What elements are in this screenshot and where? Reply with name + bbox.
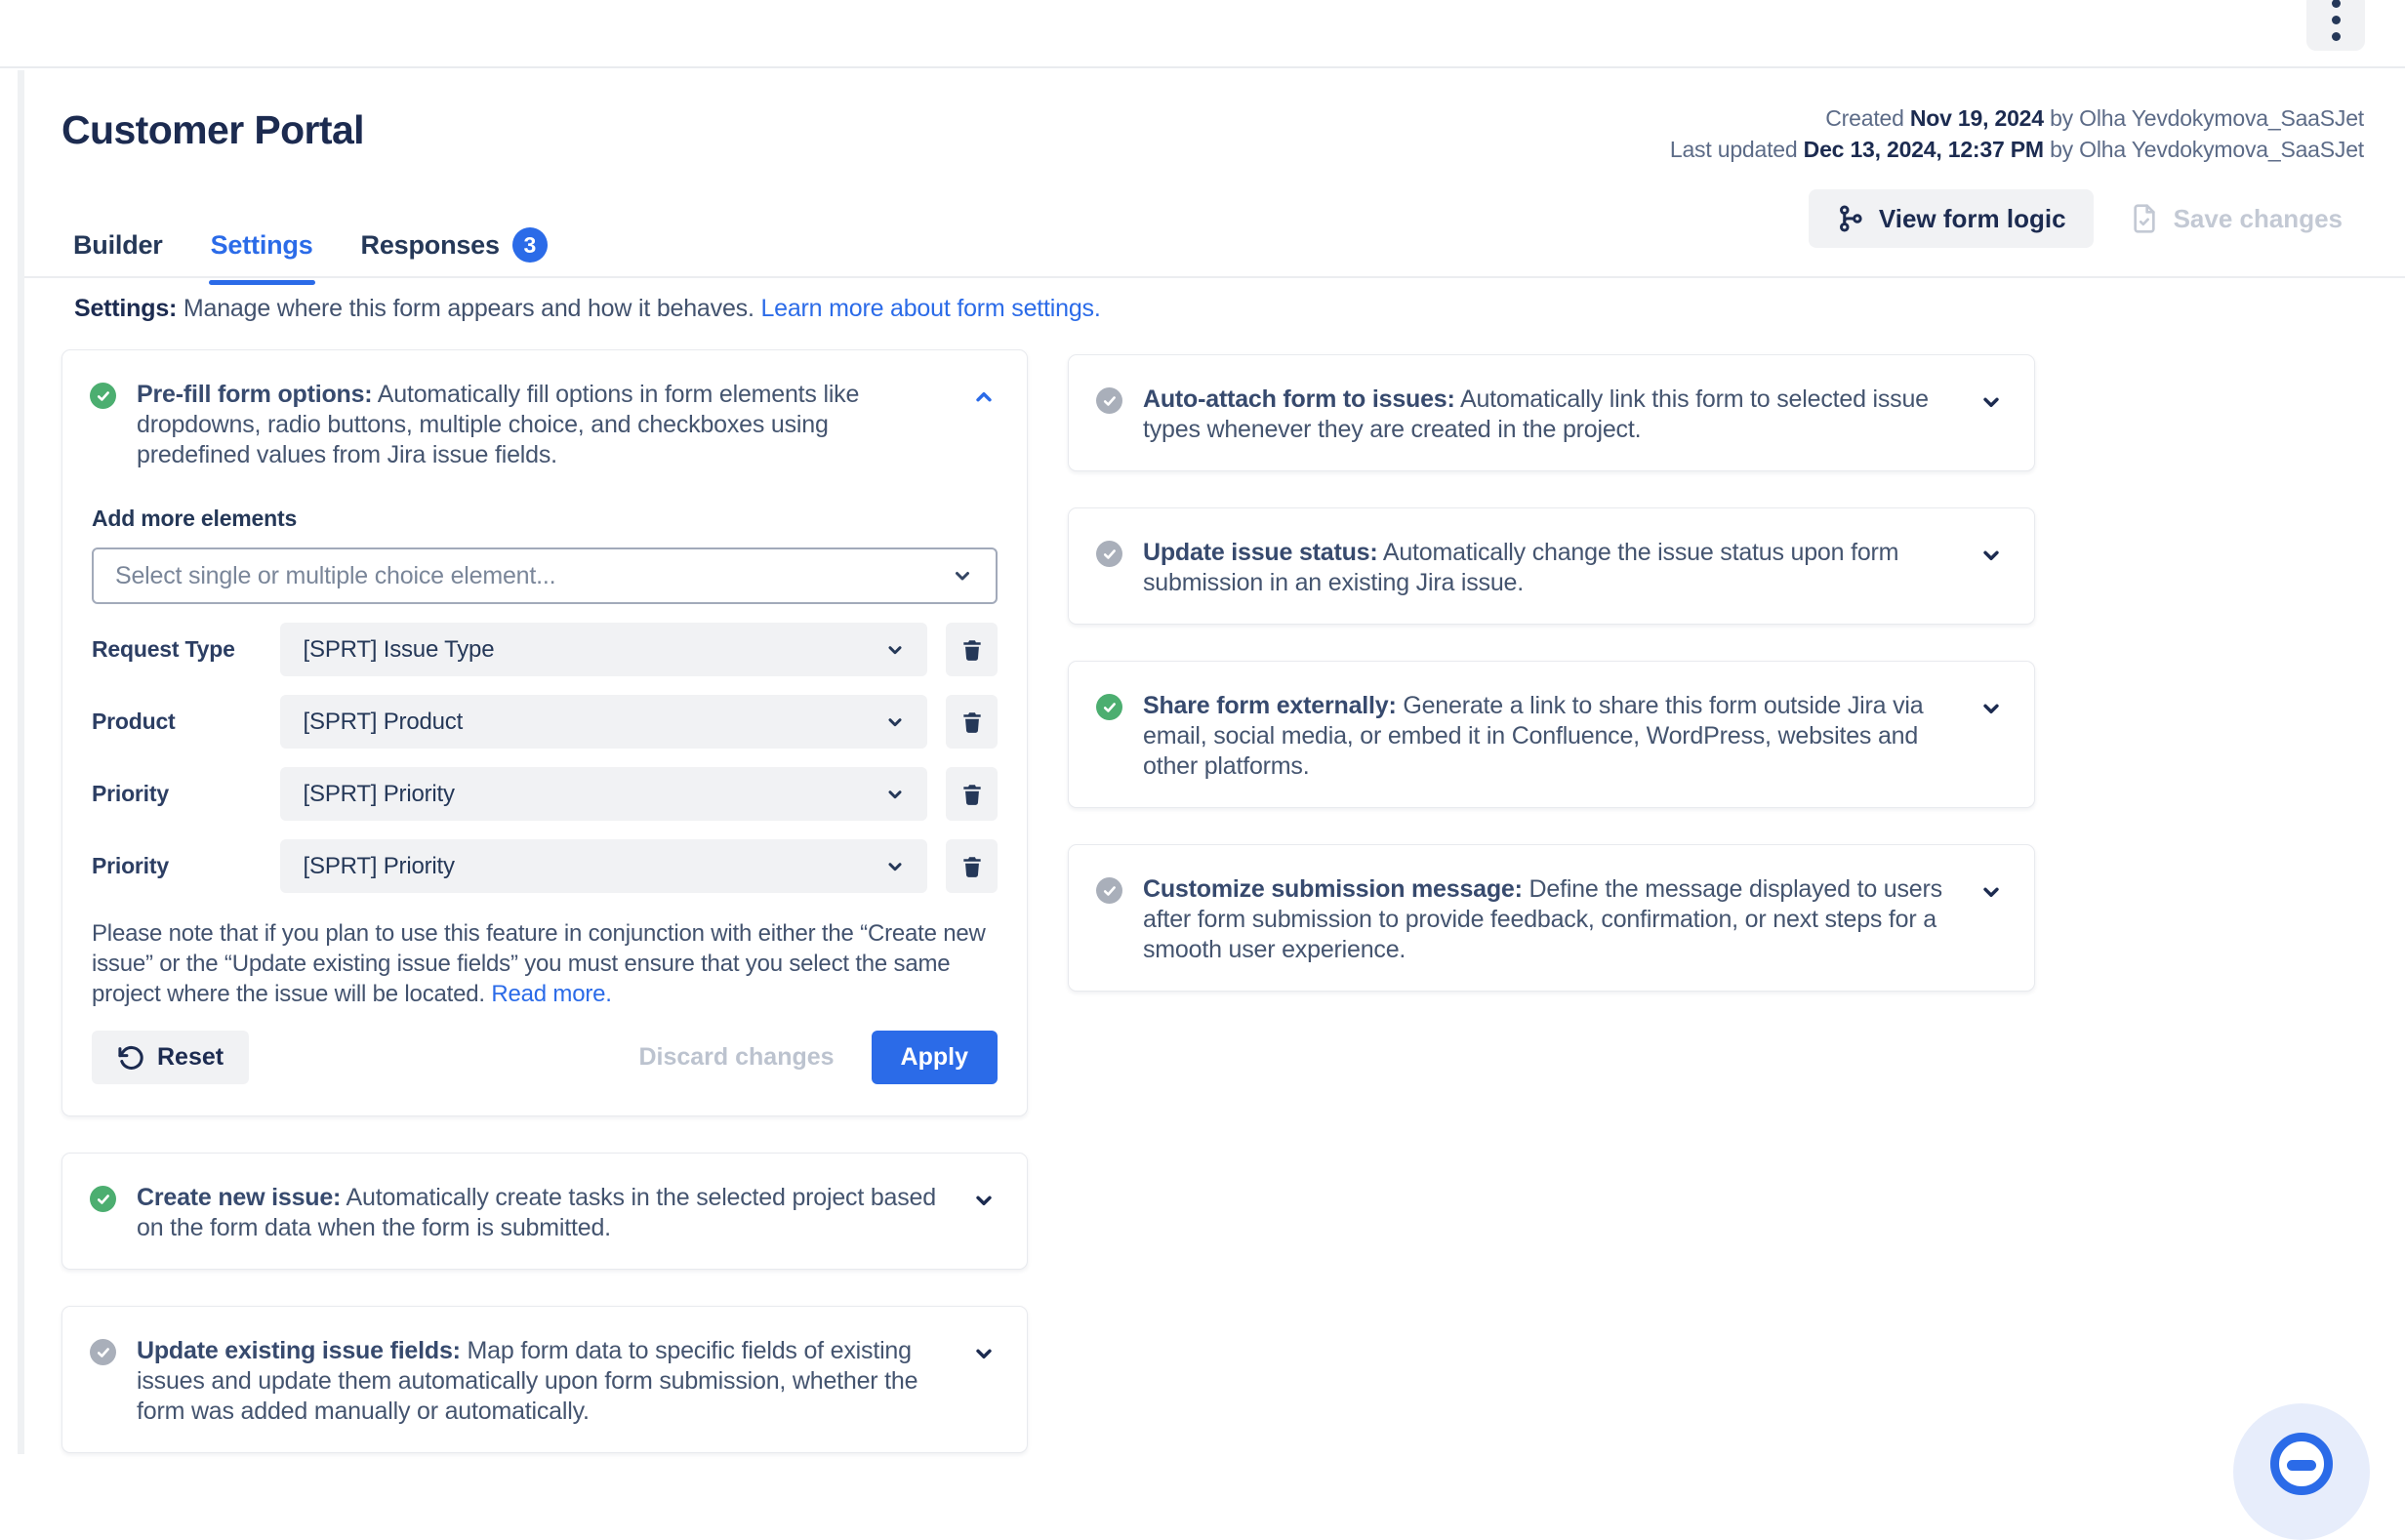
card-title-text: Update issue status: Automatically change the issue status upon form submission in an existing Jira issue. (1143, 539, 1899, 596)
mapping-label: Priority (92, 853, 169, 878)
create-new-issue-card (61, 1153, 1028, 1270)
delete-mapping-button[interactable] (946, 767, 998, 821)
chevron-down-icon (971, 1341, 997, 1366)
status-check-icon (1096, 387, 1122, 414)
delete-mapping-button[interactable] (946, 695, 998, 749)
mapping-row (92, 839, 998, 893)
mapping-value-dropdown[interactable]: [SPRT] Issue Type (280, 623, 928, 676)
expand-card-button[interactable] (1974, 385, 2009, 420)
card-title-text: Create new issue: Automatically create tasks in the selected project based on the form data when the form is submitted. (137, 1184, 936, 1241)
update-existing-issue-fields-card (61, 1306, 1028, 1453)
expand-card-button[interactable] (1974, 874, 2009, 910)
chevron-up-icon (971, 385, 997, 410)
trash-icon (959, 782, 985, 807)
trash-icon (959, 637, 985, 663)
status-check-icon (90, 1339, 116, 1365)
mapping-value-dropdown[interactable]: [SPRT] Product (280, 695, 928, 749)
right-column (1068, 354, 2035, 992)
card-title-text: Update existing issue fields: Map form data to specific fields of existing issues and update them automatically upon form submission, whether the form was added manually or automatically. (137, 1337, 918, 1425)
chevron-down-icon (884, 784, 906, 805)
update-issue-status-card (1068, 507, 2035, 625)
left-column (61, 349, 1028, 1453)
read-more-link[interactable]: Read more. (491, 981, 612, 1007)
created-line: Created Nov 19, 2024 by Olha Yevdokymova_SaaSJet (1825, 105, 2364, 131)
card-title-text: Pre-fill form options: Automatically fill options in form elements like dropdowns, radio buttons, multiple choice, and checkboxes using predefined values from Jira issue fields. (137, 381, 860, 468)
mapping-row (92, 695, 998, 749)
status-check-icon (1096, 877, 1122, 904)
tabs-divider (24, 276, 2405, 278)
save-document-icon (2129, 203, 2160, 234)
discard-changes-button[interactable]: Discard changes (638, 1043, 835, 1071)
page-title: Customer Portal (61, 107, 364, 152)
tab-responses[interactable]: Responses 3 (361, 227, 548, 282)
reset-button[interactable]: Reset (92, 1031, 249, 1084)
collapse-card-button[interactable] (966, 380, 1001, 415)
mapping-row (92, 767, 998, 821)
status-check-icon (90, 383, 116, 409)
chevron-down-icon (1978, 543, 2004, 568)
apply-button[interactable]: Apply (872, 1031, 998, 1084)
select-placeholder: Select single or multiple choice element... (115, 561, 556, 589)
chevron-down-icon (1978, 696, 2004, 721)
learn-more-link[interactable]: Learn more about form settings. (760, 295, 1101, 322)
mapping-label: Product (92, 709, 176, 734)
auto-attach-form-card (1068, 354, 2035, 471)
status-check-icon (1096, 541, 1122, 567)
mapping-value-dropdown[interactable]: [SPRT] Priority (280, 839, 928, 893)
customize-submission-message-card (1068, 844, 2035, 992)
chevron-down-icon (884, 711, 906, 733)
add-more-elements-label: Add more elements (92, 506, 298, 531)
chat-widget-button[interactable] (2233, 1403, 2370, 1540)
branch-icon (1836, 204, 1865, 233)
save-changes-button[interactable]: Save changes (2129, 189, 2343, 248)
card-title-text: Auto-attach form to issues: Automatically link this form to selected issue types whenever they are created in the project. (1143, 385, 1929, 443)
kebab-dot (2332, 0, 2341, 8)
prefill-note: Please note that if you plan to use this feature in conjunction with either the “Create new issue” or the “Update existing issue fields” you must ensure that you select the same project where the issue will be located. Read more. (92, 920, 986, 1007)
top-bar (0, 0, 2405, 68)
more-options-button[interactable] (2306, 0, 2365, 51)
chevron-down-icon (1978, 879, 2004, 905)
status-check-icon (90, 1186, 116, 1212)
chevron-down-icon (884, 639, 906, 661)
view-form-logic-button[interactable]: View form logic (1809, 189, 2094, 248)
expand-card-button[interactable] (966, 1183, 1001, 1218)
prefill-form-options-card (61, 349, 1028, 1116)
share-form-externally-card (1068, 661, 2035, 808)
tab-builder[interactable]: Builder (73, 229, 163, 260)
status-check-icon (1096, 694, 1122, 720)
trash-icon (959, 854, 985, 879)
settings-intro: Settings: Manage where this form appears and how it behaves. Learn more about form settings. (74, 295, 1101, 322)
undo-icon (117, 1044, 144, 1072)
form-meta (1670, 102, 2364, 165)
responses-count-badge: 3 (512, 227, 548, 263)
left-rail-divider (18, 70, 24, 1454)
header-actions (1809, 189, 2343, 248)
mapping-label: Request Type (92, 636, 235, 662)
mapping-value-dropdown[interactable]: [SPRT] Priority (280, 767, 928, 821)
delete-mapping-button[interactable] (946, 839, 998, 893)
trash-icon (959, 709, 985, 735)
chevron-down-icon (951, 564, 974, 588)
expand-card-button[interactable] (1974, 538, 2009, 573)
card-title-text: Share form externally: Generate a link to share this form outside Jira via email, social media, or embed it in Confluence, WordPress, websites and other platforms. (1143, 692, 1924, 780)
delete-mapping-button[interactable] (946, 623, 998, 676)
card-title-text: Customize submission message: Define the message displayed to users after form submission to provide feedback, confirmation, or next steps for a smooth user experience. (1143, 875, 1942, 963)
expand-card-button[interactable] (966, 1336, 1001, 1371)
mapping-label: Priority (92, 781, 169, 806)
chevron-down-icon (971, 1188, 997, 1213)
chevron-down-icon (1978, 389, 2004, 415)
element-select[interactable] (92, 547, 998, 604)
mapping-row (92, 623, 998, 676)
chevron-down-icon (884, 856, 906, 877)
updated-line: Last updated Dec 13, 2024, 12:37 PM by Olha Yevdokymova_SaaSJet (1669, 137, 2364, 162)
prefill-actions (92, 1031, 998, 1084)
expand-card-button[interactable] (1974, 691, 2009, 726)
form-tabs (73, 227, 548, 282)
tab-settings[interactable]: Settings (211, 227, 313, 282)
